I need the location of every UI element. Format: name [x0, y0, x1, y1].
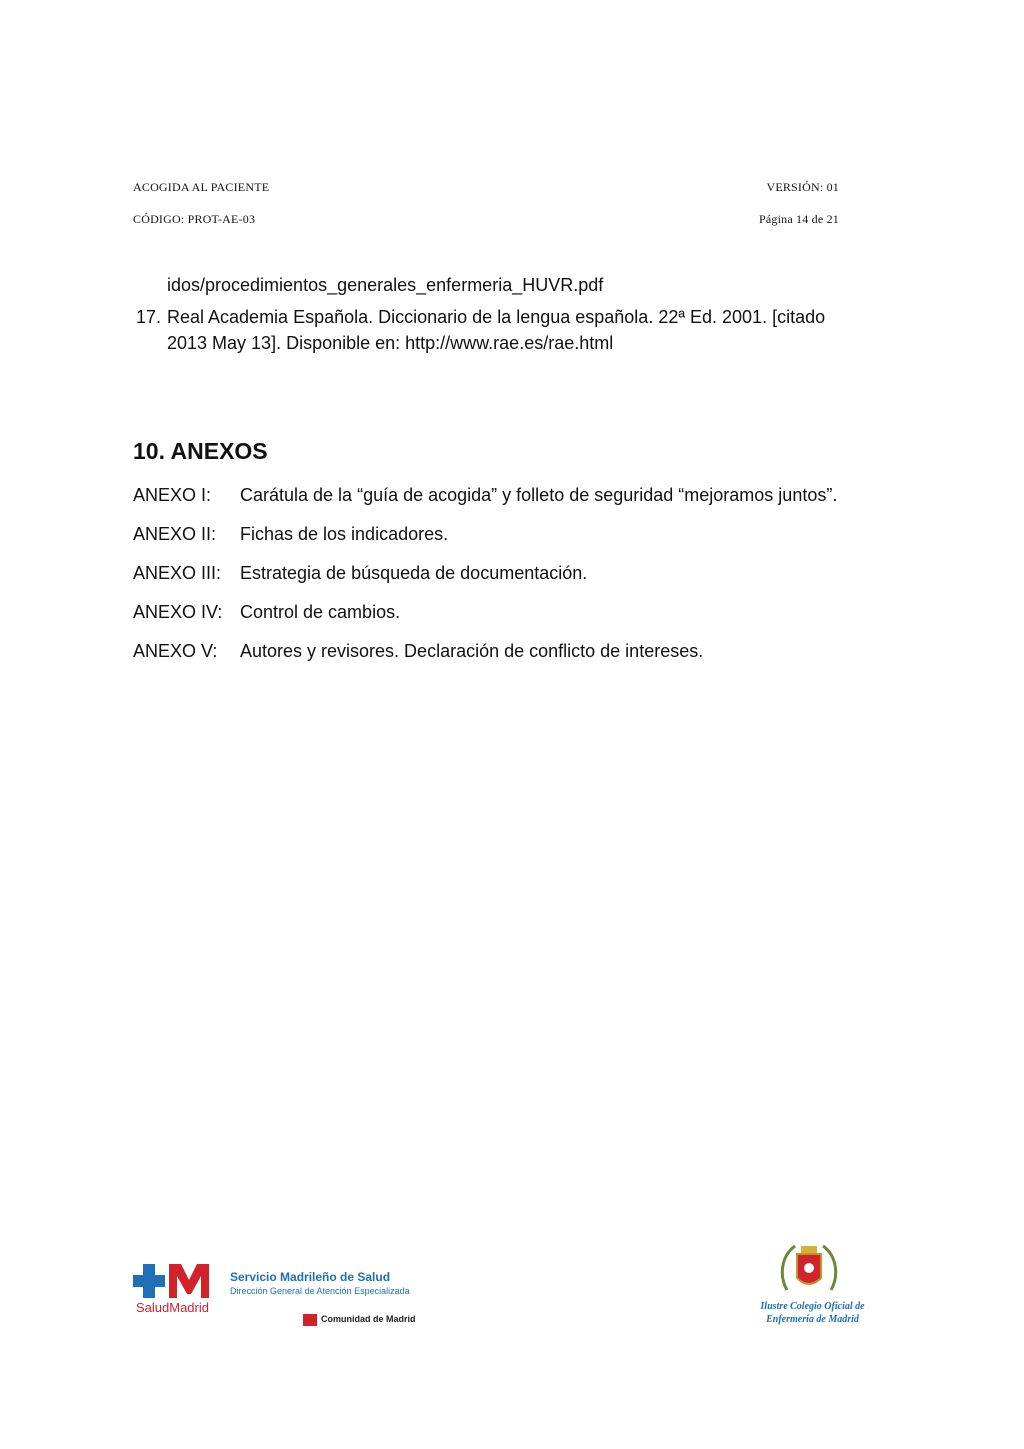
- annex-description: Carátula de la “guía de acogida” y folleto de seguridad “mejoramos juntos”.: [240, 485, 838, 505]
- colegio-name-line2: Enfermería de Madrid: [766, 1314, 859, 1325]
- annex-label: ANEXO IV:: [133, 602, 223, 622]
- reference-number: 17.: [136, 307, 162, 327]
- annex-description: Estrategia de búsqueda de documentación.: [240, 563, 588, 583]
- annex-description: Fichas de los indicadores.: [240, 524, 449, 544]
- colegio-crest-icon: [777, 1240, 841, 1298]
- annex-list: [133, 483, 893, 678]
- footer-sermas-logo: [133, 1262, 433, 1332]
- header-version: VERSIÓN: 01: [766, 180, 839, 194]
- reference-item: [136, 304, 856, 356]
- salud-madrid-wordmark: SaludMadrid: [136, 1300, 209, 1315]
- annex-item: [133, 561, 893, 586]
- footer-colegio-logo: [745, 1240, 880, 1332]
- comunidad-madrid-name: Comunidad de Madrid: [321, 1314, 416, 1324]
- annex-item: [133, 483, 893, 508]
- reference-continuation: idos/procedimientos_generales_enfermeria_HUVR.pdf: [167, 275, 604, 295]
- sermas-name: Servicio Madrileño de Salud: [230, 1270, 391, 1284]
- annex-label: ANEXO V:: [133, 641, 218, 661]
- annex-label: ANEXO I:: [133, 485, 212, 505]
- annex-description: Autores y revisores. Declaración de conflicto de intereses.: [240, 641, 704, 661]
- header-page-number: Página 14 de 21: [759, 212, 839, 226]
- annex-item: [133, 639, 893, 664]
- header-doc-title: ACOGIDA AL PACIENTE: [133, 180, 270, 194]
- sermas-subtitle: Dirección General de Atención Especializada: [230, 1286, 410, 1296]
- reference-text: Real Academia Española. Diccionario de la lengua española. 22ª Ed. 2001. [citado 2013 May 13]. Disponible en: http://www.rae.es/rae.html: [167, 307, 826, 353]
- annex-label: ANEXO III:: [133, 563, 222, 583]
- colegio-name-line1: Ilustre Colegio Oficial de: [760, 1301, 865, 1312]
- annex-description: Control de cambios.: [240, 602, 401, 622]
- comunidad-madrid-flag-icon: [303, 1314, 317, 1326]
- annex-label: ANEXO II:: [133, 524, 217, 544]
- annex-item: [133, 600, 893, 625]
- header-code: CÓDIGO: PROT-AE-03: [133, 212, 256, 226]
- annex-item: [133, 522, 893, 547]
- section-title: 10. ANEXOS: [133, 438, 268, 464]
- colegio-name: [745, 1300, 880, 1326]
